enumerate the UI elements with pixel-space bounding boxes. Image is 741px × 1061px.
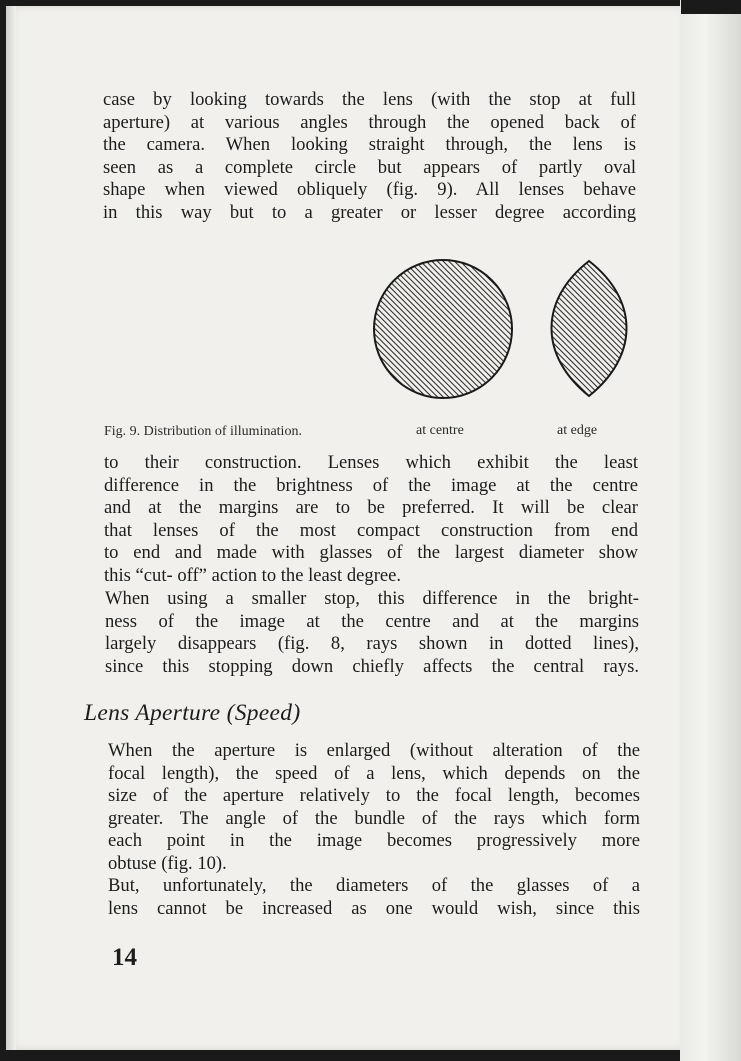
paragraph-4: [108, 740, 640, 876]
oval-lens-aperture: [552, 261, 627, 396]
figure-caption: Fig. 9. Distribution of illumination.: [104, 424, 302, 439]
paragraph-5: [108, 875, 640, 920]
text-line: that lenses of the most compact construction from end: [104, 519, 638, 541]
paragraph-2: [104, 452, 638, 588]
text-line: size of the aperture relatively to the focal length, becomes: [108, 785, 640, 807]
text-line: aperture) at various angles through the opened back of: [103, 111, 636, 133]
text-line: greater. The angle of the bundle of the rays which form: [108, 807, 640, 829]
text-line: largely disappears (fig. 8, rays shown in dotted lines),: [105, 633, 639, 655]
paragraph-1: [103, 89, 636, 225]
page-spine-shadow: [6, 6, 16, 1050]
text-line: and at the margins are to be preferred. It will be clear: [104, 497, 638, 519]
text-line: since this stopping down chiefly affects the central rays.: [105, 655, 639, 677]
text-line: shape when viewed obliquely (fig. 9). All lenses behave: [103, 179, 636, 201]
full-circle-lens-aperture: [374, 260, 512, 398]
figure-label-centre: at centre: [416, 423, 464, 438]
figure-label-edge: at edge: [557, 423, 598, 438]
text-line: seen as a complete circle but appears of partly oval: [103, 156, 636, 178]
text-line: When using a smaller stop, this difference in the bright-: [105, 588, 639, 609]
section-heading: Lens Aperture (Speed): [84, 700, 301, 726]
text-line: focal length), the speed of a lens, which depends on the: [108, 762, 640, 784]
text-line: ness of the image at the centre and at the margins: [105, 610, 639, 632]
text-line: When the aperture is enlarged (without alteration of the: [108, 740, 640, 761]
text-line: in this way but to a greater or lesser degree according: [103, 201, 636, 223]
text-line: case by looking towards the lens (with the stop at full: [103, 89, 636, 110]
text-line: the camera. When looking straight through, the lens is: [103, 134, 636, 156]
text-line: But, unfortunately, the diameters of the glasses of a: [108, 875, 640, 896]
page-number: 14: [112, 944, 137, 971]
text-line: to end and made with glasses of the largest diameter show: [104, 542, 638, 564]
text-line: to their construction. Lenses which exhibit the least: [104, 452, 638, 473]
text-line: obtuse (fig. 10).: [108, 852, 227, 874]
text-line: each point in the image becomes progressively more: [108, 830, 640, 852]
text-line: difference in the brightness of the image at the centre: [104, 474, 638, 496]
paragraph-3: [105, 588, 639, 678]
text-line: lens cannot be increased as one would wish, since this: [108, 897, 640, 919]
adjacent-page-edge: [680, 0, 741, 1061]
text-line: this “cut- off” action to the least degree.: [104, 564, 402, 586]
figure-9-illustration: [360, 258, 640, 408]
